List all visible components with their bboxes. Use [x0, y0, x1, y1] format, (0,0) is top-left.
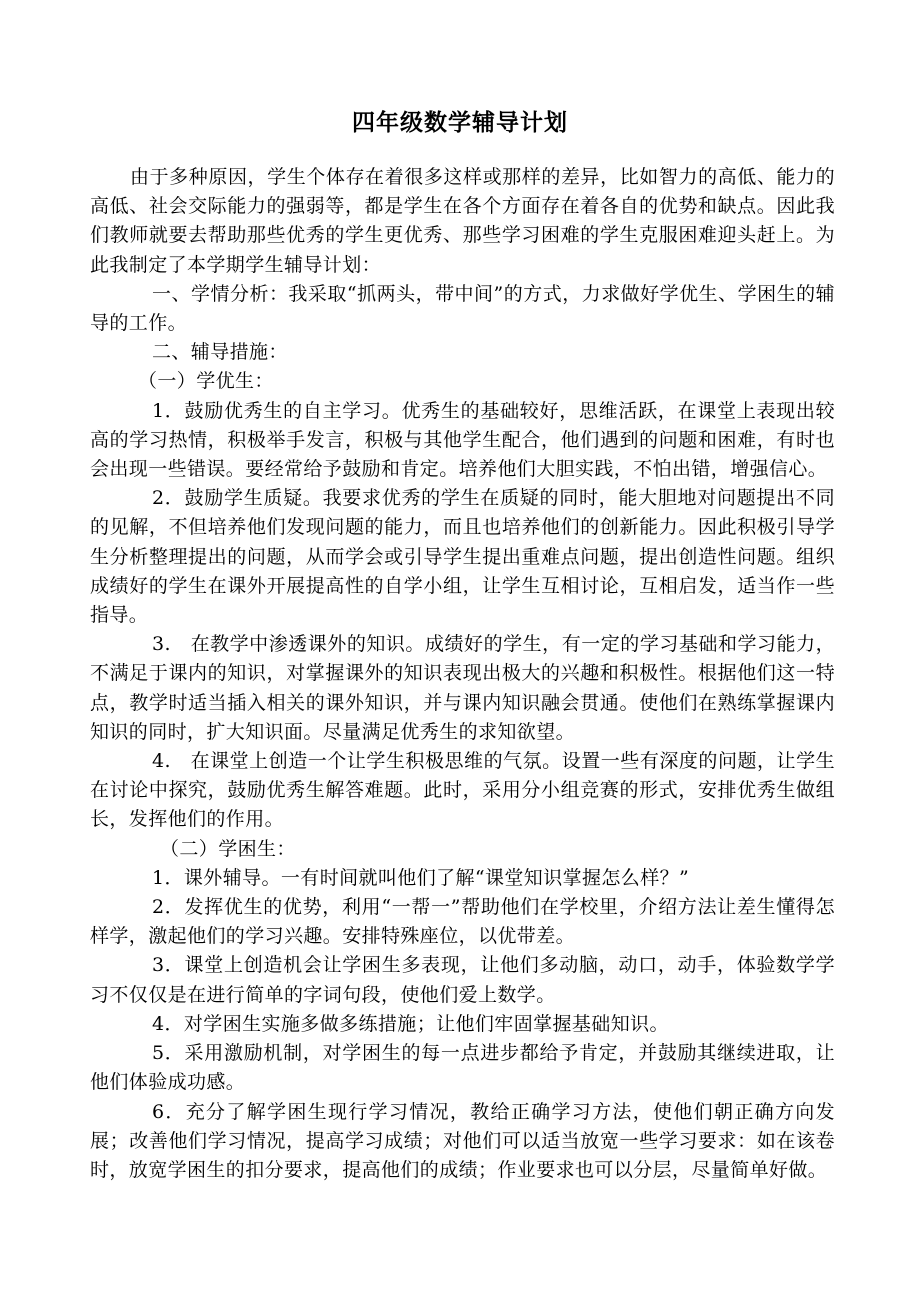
top-students-item-4: 4. 在课堂上创造一个让学生积极思维的气氛。设置一些有深度的问题，让学生在讨论中探究，鼓励优秀生解答难题。此时，采用分小组竞赛的形式，安排优秀生做组长，发挥他们的作用。: [90, 750, 835, 831]
struggling-students-item-5: 5．采用激励机制，对学困生的每一点进步都给予肯定，并鼓励其继续进取，让他们体验成功感。: [90, 1042, 835, 1094]
struggling-students-item-6: 6．充分了解学困生现行学习情况，教给正确学习方法，使他们朝正确方向发展；改善他们学习情况，提高学习成绩；对他们可以适当放宽一些学习要求：如在该卷时，放宽学困生的扣分要求，提高他们的成绩；作业要求也可以分层，尽量简单好做。: [90, 1100, 835, 1181]
document-body: [90, 163, 835, 1185]
subsection-struggling-students-heading: （二）学困生：: [160, 837, 296, 860]
struggling-students-item-3: 3．课堂上创造机会让学困生多表现，让他们多动脑，动口，动手，体验数学学习不仅仅是在进行简单的字词句段，使他们爱上数学。: [90, 954, 835, 1006]
document-title: 四年级数学辅导计划: [352, 109, 568, 136]
struggling-students-item-4: 4．对学困生实施多做多练措施；让他们牢固掌握基础知识。: [152, 1012, 669, 1035]
subsection-top-students-heading: （一）学优生：: [138, 370, 274, 393]
top-students-item-2: 2．鼓励学生质疑。我要求优秀的学生在质疑的同时，能大胆地对问题提出不同的见解，不但培养他们发现问题的能力，而且也培养他们的创新能力。因此积极引导学生分析整理提出的问题，从而学会或引导学生提出重难点问题，提出创造性问题。组织成绩好的学生在课外开展提高性的自学小组，让学生互相讨论，互相启发，适当作一些指导。: [90, 487, 835, 627]
struggling-students-item-2: 2．发挥优生的优势，利用“一帮一”帮助他们在学校里，介绍方法让差生懂得怎样学，激起他们的学习兴趣。安排特殊座位，以优带差。: [90, 896, 835, 948]
intro-paragraph: 由于多种原因，学生个体存在着很多这样或那样的差异，比如智力的高低、能力的高低、社会交际能力的强弱等，都是学生在各个方面存在着各自的优势和缺点。因此我们教师就要去帮助那些优秀的学生更优秀、那些学习困难的学生克服困难迎头赶上。为此我制定了本学期学生辅导计划：: [90, 166, 835, 276]
section-situation-analysis: 一、学情分析：我采取“抓两头，带中间”的方式，力求做好学优生、学困生的辅导的工作。: [90, 282, 835, 335]
struggling-students-item-1: 1．课外辅导。一有时间就叫他们了解“课堂知识掌握怎么样？”: [152, 866, 690, 889]
top-students-item-3: 3. 在教学中渗透课外的知识。成绩好的学生，有一定的学习基础和学习能力，不满足于课内的知识，对掌握课外的知识表现出极大的兴趣和积极性。根据他们这一特点，教学时适当插入相关的课外知识，并与课内知识融会贯通。使他们在熟练掌握课内知识的同时，扩大知识面。尽量满足优秀生的求知欲望。: [90, 633, 835, 743]
section-measures-heading: 二、辅导措施：: [152, 341, 288, 364]
top-students-item-1: 1．鼓励优秀生的自主学习。优秀生的基础较好，思维活跃，在课堂上表现出较高的学习热情，积极举手发言，积极与其他学生配合，他们遇到的问题和困难，有时也会出现一些错误。要经常给予鼓励和肯定。培养他们大胆实践，不怕出错，增强信心。: [90, 399, 835, 481]
